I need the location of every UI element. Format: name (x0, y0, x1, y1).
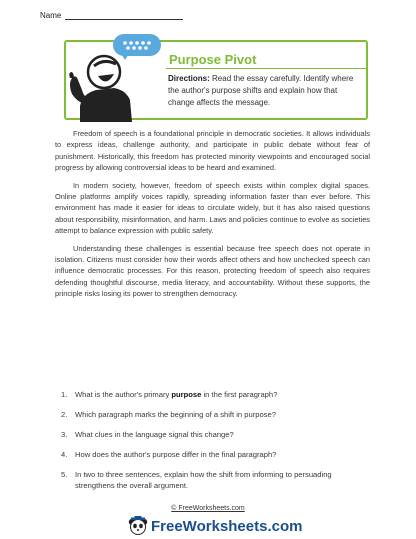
question-2 (55, 409, 370, 420)
essay-paragraph-1: Freedom of speech is a foundational principle in democratic societies. It allows individuals to express ideas, challenge authority, and participate in public debate without fear of punishment. Historically, this freedom has protected minority viewpoints and encouraged social progress by allowing controversial ideas to be heard and examined. (55, 129, 370, 173)
directions-label: Directions: (168, 74, 210, 83)
essay-paragraph-2: In modern society, however, freedom of speech exists within complex digital spaces. Online platforms amplify voices rapidly, spreading information faster than ever before. This environment has made it easier for ideas to circulate widely, but it has also raised questions about responsibility, misinformation, and harm. Laws and policies continue to evolve as societies attempt to balance expression with public safety. (55, 180, 370, 236)
question-5 (55, 469, 370, 491)
logo-text: FreeWorksheets.com (151, 517, 303, 535)
question-3 (55, 429, 370, 440)
question-keyword: purpose (171, 390, 202, 399)
question-1 (55, 389, 370, 400)
essay (55, 128, 370, 306)
name-field (40, 11, 183, 20)
question-text: What is the author's primary (75, 390, 172, 399)
question-text: How does the author's purpose differ in the final paragraph? (75, 450, 277, 459)
question-text: Which paragraph marks the beginning of a shift in purpose? (75, 410, 276, 419)
essay-paragraph-3: Understanding these challenges is essential because free speech does not operate in isolation. Citizens must consider how their words affect others and how unchecked speech can influence democratic processes. For this reason, protecting freedom of speech also requires defending thoughtful discourse, media literacy, and accountability. Without these supports, the principle risks losing its power to strengthen democracy. (55, 243, 370, 299)
title-divider (166, 68, 366, 69)
directions-text: Read the essay carefully. Identify where the author's purpose shifts and explain how that change affects the message. (168, 74, 354, 107)
panda-logo-icon (128, 516, 148, 536)
question-text: In two to three sentences, explain how the shift from informing to persuading strengthens the overall argument. (75, 470, 332, 490)
site-logo[interactable] (128, 516, 302, 536)
question-number: 5. (61, 470, 68, 479)
name-line[interactable] (65, 12, 183, 20)
name-label: Name (40, 11, 62, 20)
question-list (55, 389, 370, 500)
question-4 (55, 449, 370, 460)
question-number: 2. (61, 410, 68, 419)
directions (168, 73, 364, 109)
page-title: Purpose Pivot (169, 52, 257, 67)
question-text-end: in the first paragraph? (201, 390, 278, 399)
question-number: 1. (61, 390, 68, 399)
question-text: What clues in the language signal this change? (75, 430, 234, 439)
bubble-dots (119, 40, 155, 50)
copyright-link[interactable]: © FreeWorksheets.com (171, 505, 245, 512)
question-number: 4. (61, 450, 68, 459)
question-number: 3. (61, 430, 68, 439)
speech-bubble-tail (120, 52, 130, 60)
